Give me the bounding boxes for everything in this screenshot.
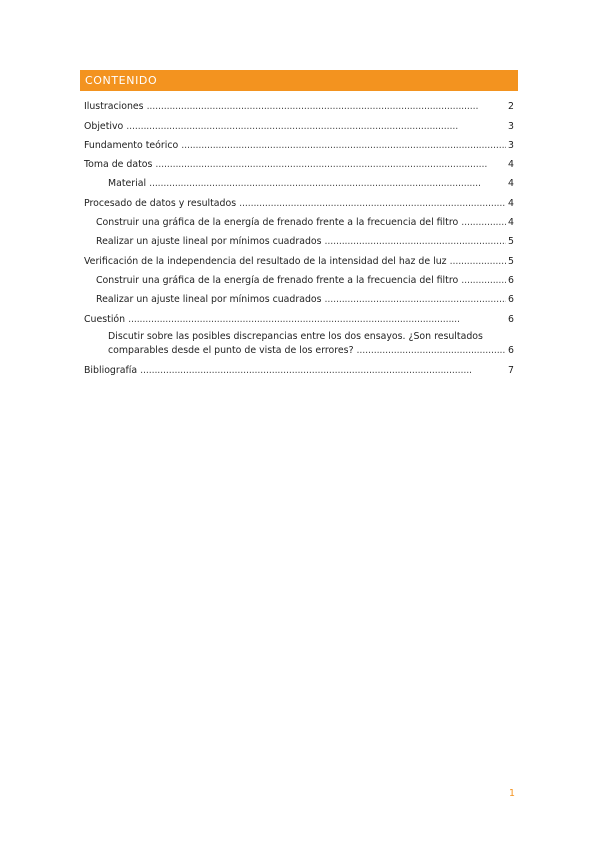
toc-entry-title: Procesado de datos y resultados — [84, 197, 237, 209]
toc-entry-page: 4 — [508, 178, 514, 190]
toc-leader — [147, 101, 506, 113]
toc-leader — [155, 159, 506, 171]
toc-entry-page: 5 — [508, 236, 514, 248]
toc-entry-page: 5 — [508, 255, 514, 267]
toc-entry-title: Objetivo — [84, 120, 124, 132]
toc-entry-title: Construir una gráfica de la energía de frenado frente a la frecuencia del filtro — [96, 274, 459, 286]
toc-leader — [325, 236, 506, 248]
toc-leader — [149, 178, 506, 190]
toc-entry-toma-de-datos[interactable] — [84, 152, 514, 171]
toc-entry-page: 6 — [508, 313, 514, 325]
toc-entry-construir-grafica-2[interactable] — [84, 268, 514, 287]
toc-entry-title: Material — [108, 178, 147, 190]
toc-entry-page: 4 — [508, 159, 514, 171]
toc-entry-title-line2: comparables desde el punto de vista de los errores? — [108, 344, 354, 356]
toc-entry-procesado[interactable] — [84, 190, 514, 209]
toc-leader — [128, 314, 506, 326]
toc-entry-title: Verificación de la independencia del resultado de la intensidad del haz de luz — [84, 255, 447, 267]
toc-leader — [357, 344, 506, 358]
toc-entry-page: 4 — [508, 217, 514, 229]
toc-entry-page: 6 — [508, 344, 514, 356]
toc-entry-fundamento-teorico[interactable] — [84, 133, 514, 152]
toc-entry-title: Construir una gráfica de la energía de frenado frente a la frecuencia del filtro — [96, 217, 459, 229]
toc-leader — [126, 121, 506, 133]
toc-entry-title: Toma de datos — [84, 159, 153, 171]
toc-entry-page: 7 — [508, 364, 514, 376]
toc-entry-page: 3 — [508, 139, 514, 151]
toc-entry-title: Ilustraciones — [84, 101, 144, 113]
toc-leader — [325, 294, 506, 306]
toc-entry-bibliografia[interactable] — [84, 358, 514, 377]
toc-entry-title: Bibliografía — [84, 364, 138, 376]
toc-entry-page: 6 — [508, 294, 514, 306]
page-number: 1 — [509, 788, 515, 799]
toc-entry-construir-grafica-1[interactable] — [84, 210, 514, 229]
toc-leader — [461, 217, 506, 229]
toc-header: CONTENIDO — [80, 70, 518, 91]
toc-entry-title-line1: Discutir sobre las posibles discrepancias entre los dos ensayos. ¿Son resultados — [108, 330, 483, 342]
toc-entry-title: Realizar un ajuste lineal por mínimos cuadrados — [96, 236, 322, 248]
toc-entry-page: 3 — [508, 120, 514, 132]
toc-entry-title: Cuestión — [84, 313, 126, 325]
table-of-contents — [84, 94, 514, 377]
toc-leader — [181, 140, 506, 152]
toc-entry-ajuste-lineal-2[interactable] — [84, 287, 514, 306]
toc-entry-ajuste-lineal-1[interactable] — [84, 229, 514, 248]
toc-entry-page: 2 — [508, 101, 514, 113]
toc-entry-title: Fundamento teórico — [84, 139, 179, 151]
toc-leader — [461, 275, 506, 287]
toc-entry-material[interactable] — [84, 171, 514, 190]
toc-entry-cuestion[interactable] — [84, 306, 514, 325]
toc-entry-discutir[interactable] — [84, 326, 514, 358]
toc-entry-page: 4 — [508, 197, 514, 209]
toc-leader — [239, 198, 506, 210]
toc-entry-page: 6 — [508, 274, 514, 286]
toc-entry-verificacion[interactable] — [84, 248, 514, 267]
toc-leader — [140, 365, 506, 377]
toc-leader — [450, 256, 506, 268]
toc-entry-title: Realizar un ajuste lineal por mínimos cuadrados — [96, 294, 322, 306]
toc-entry-ilustraciones[interactable] — [84, 94, 514, 113]
toc-entry-objetivo[interactable] — [84, 113, 514, 132]
